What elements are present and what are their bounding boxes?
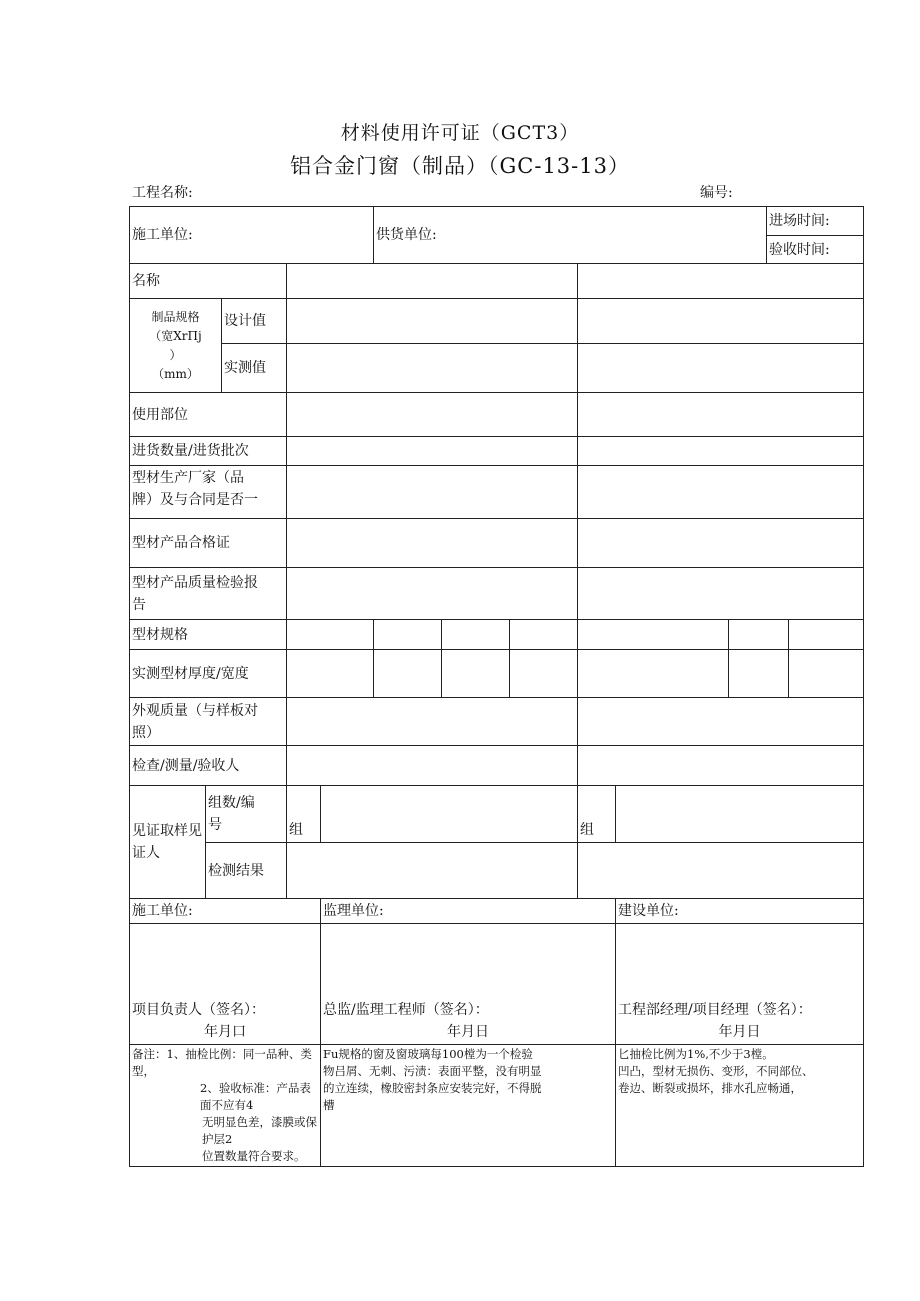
project-manager-sign-cell [130, 924, 321, 1045]
profile-spec-cell-2 [374, 620, 442, 650]
engineering-manager-sign-cell [616, 924, 864, 1045]
appearance-line-2: 照） [132, 724, 160, 741]
chief-supervisor-date: 年月日 [447, 1024, 489, 1040]
profile-thickness-cell-3 [442, 650, 510, 698]
group-value-cell-2 [616, 786, 864, 843]
sign-owner-unit: 建设单位: [616, 899, 864, 924]
quality-report-line-2: 告 [132, 596, 146, 613]
quantity-batch-label: 进货数量/进货批次 [130, 437, 287, 466]
measured-value-label: 实测值 [222, 344, 287, 393]
spec-label-line-1: 制品规格 [151, 309, 200, 324]
chief-supervisor-label: 总监/监理工程师（签名）： [323, 1002, 489, 1018]
quantity-batch-cell-2 [578, 437, 864, 466]
note-2-line-4: 槽 [323, 1098, 335, 1112]
quality-report-cell [287, 568, 578, 620]
note-2-line-3: 的立连续，橡胶密封条应安装完好，不得脱 [323, 1081, 542, 1095]
group-count-line-2: 号 [208, 817, 222, 833]
profile-thickness-label: 实测型材厚度/宽度 [130, 650, 287, 698]
profile-spec-cell-6 [729, 620, 789, 650]
design-value-cell-2 [578, 299, 864, 344]
name-value-cell-2 [578, 264, 864, 299]
appearance-label [130, 698, 287, 746]
certificate-label: 型材产品合格证 [130, 519, 287, 568]
note-3-line-2: 凹凸，型材无损伤、变形，不同部位、 [618, 1064, 814, 1078]
profile-spec-cell-3 [442, 620, 510, 650]
title-line-1: 材料使用许可证（GCT3） [340, 122, 580, 144]
project-manager-date: 年月口 [204, 1024, 246, 1040]
profile-spec-label: 型材规格 [130, 620, 287, 650]
inspector-cell-2 [578, 746, 864, 786]
acceptance-time-cell: 验收时间: [767, 236, 864, 264]
permit-form-table [129, 206, 864, 1167]
product-spec-label [130, 299, 222, 393]
certificate-cell [287, 519, 578, 568]
name-label: 名称 [130, 264, 287, 299]
entry-time-cell: 进场时间: [767, 207, 864, 236]
profile-thickness-cell-1 [287, 650, 374, 698]
manufacturer-line-1: 型材生产厂家（品 [132, 470, 244, 486]
manufacturer-label [130, 466, 287, 519]
manufacturer-line-2: 牌）及与合同是否一 [132, 492, 258, 508]
design-value-cell [287, 299, 578, 344]
inspector-label: 检查/测量/验收人 [130, 746, 287, 786]
group-mark-cell-1: 组 [287, 786, 321, 843]
group-count-line-1: 组数/编 [208, 795, 255, 811]
supplier-unit-cell: 供货单位: [374, 207, 767, 264]
chief-supervisor-sign-cell [321, 924, 616, 1045]
profile-spec-cell-7 [789, 620, 864, 650]
quality-report-line-1: 型材产品质量检验报 [132, 574, 258, 591]
group-mark-cell-2: 组 [578, 786, 616, 843]
note-3-line-1: 匕抽检比例为1%,不少于3樘。 [618, 1047, 774, 1061]
spec-label-line-2: （宽XrΠj [149, 328, 202, 343]
manufacturer-cell [287, 466, 578, 519]
note-2-line-2: 物吕屑、无刺、污渍：表面平整，没有明显 [323, 1064, 542, 1078]
certificate-cell-2 [578, 519, 864, 568]
design-value-label: 设计值 [222, 299, 287, 344]
profile-thickness-cell-7 [789, 650, 864, 698]
note-1-line-2: 2、验收标准：产品表面不应有4 [200, 1081, 311, 1112]
project-name-label: 工程名称: [132, 185, 193, 201]
test-result-cell-2 [578, 843, 864, 899]
note-1-line-1: 备注：1、抽检比例：同一品种、类型， [132, 1047, 312, 1078]
profile-thickness-cell-5 [578, 650, 729, 698]
notes-col-1 [130, 1045, 321, 1167]
profile-spec-cell-5 [578, 620, 729, 650]
test-result-label: 检测结果 [206, 843, 287, 899]
sign-construction-unit: 施工单位: [130, 899, 321, 924]
spec-label-line-3: ） [169, 347, 182, 362]
measured-value-cell [287, 344, 578, 393]
profile-thickness-cell-6 [729, 650, 789, 698]
inspector-cell [287, 746, 578, 786]
usage-location-cell [287, 393, 578, 437]
quantity-batch-cell [287, 437, 578, 466]
project-manager-label: 项目负责人（签名）： [132, 1002, 265, 1018]
spec-label-line-4: （mm） [152, 366, 199, 381]
construction-unit-cell: 施工单位: [130, 207, 374, 264]
note-1-line-3: 无明显色差，漆膜或保护层2 [202, 1115, 317, 1146]
quality-report-label [130, 568, 287, 620]
witness-line-2: 证人 [132, 845, 160, 861]
appearance-line-1: 外观质量（与样板对 [132, 702, 258, 719]
engineering-manager-date: 年月日 [718, 1024, 761, 1040]
appearance-cell [287, 698, 578, 746]
profile-spec-cell-4 [510, 620, 578, 650]
name-value-cell [287, 264, 578, 299]
engineering-manager-label: 工程部经理/项目经理（签名）： [618, 1002, 812, 1018]
usage-location-cell-2 [578, 393, 864, 437]
note-3-line-3: 卷边、断裂或损坏，排水孔应畅通， [618, 1081, 803, 1095]
group-value-cell-1 [321, 786, 578, 843]
profile-thickness-cell-2 [374, 650, 442, 698]
manufacturer-cell-2 [578, 466, 864, 519]
profile-thickness-cell-4 [510, 650, 578, 698]
notes-col-3 [616, 1045, 864, 1167]
note-1-line-4: 位置数量符合要求。 [202, 1149, 306, 1163]
notes-col-2 [321, 1045, 616, 1167]
usage-location-label: 使用部位 [130, 393, 287, 437]
note-2-line-1: Fu规格的窗及窗玻璃每100樘为一个检验 [323, 1047, 533, 1061]
witness-label [130, 786, 206, 899]
quality-report-cell-2 [578, 568, 864, 620]
appearance-cell-2 [578, 698, 864, 746]
measured-value-cell-2 [578, 344, 864, 393]
profile-spec-cell-1 [287, 620, 374, 650]
group-count-label [206, 786, 287, 843]
title-line-2: 铝合金门窗（制品）（GC-13-13） [290, 154, 630, 178]
witness-line-1: 见证取样见 [132, 823, 202, 839]
number-label: 编号: [700, 185, 733, 201]
sign-supervision-unit: 监理单位: [321, 899, 616, 924]
test-result-cell [287, 843, 578, 899]
